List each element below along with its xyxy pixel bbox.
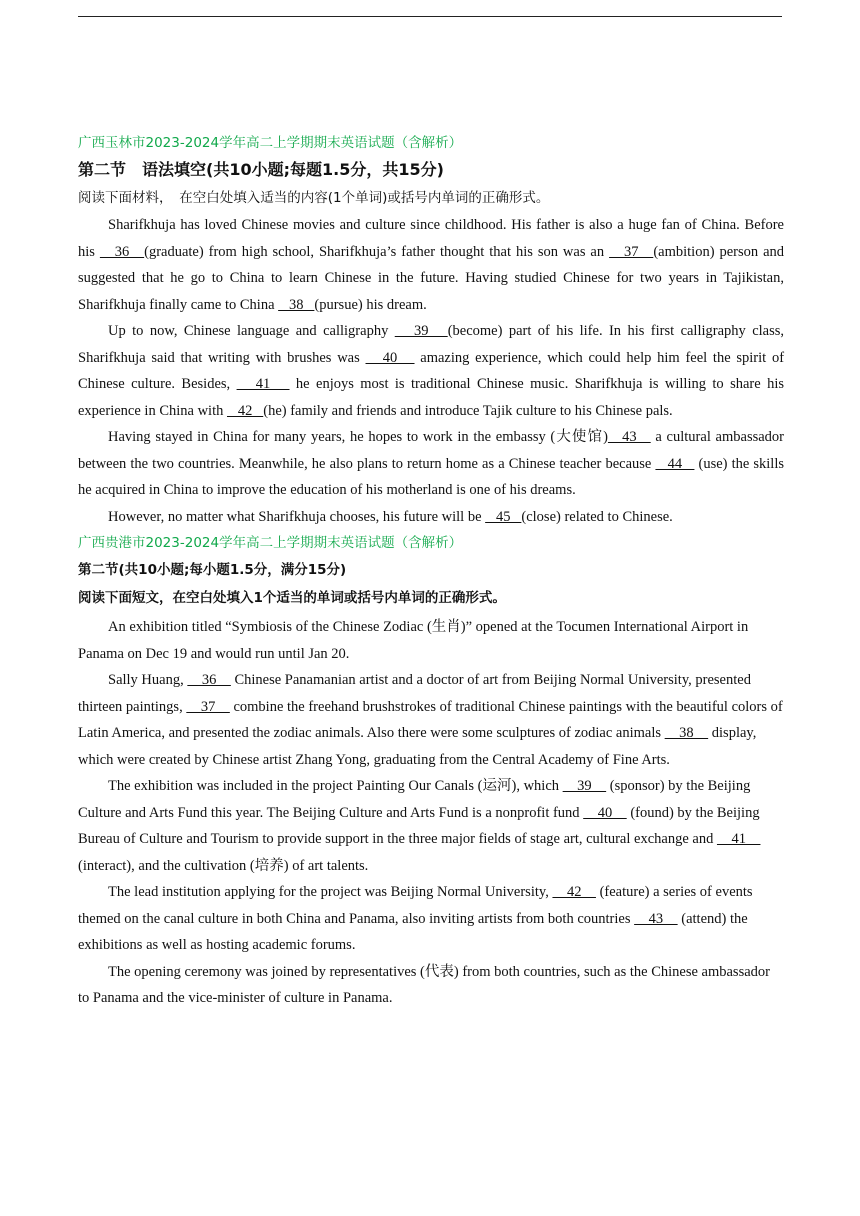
blank-39[interactable]: 39 [562,778,607,794]
paragraph: An exhibition titled “Symbiosis of the Chinese Zodiac (生肖)” opened at the Tocumen International Airport in Panama on Dec 19 and would run until Jan 20. [78,619,749,662]
header-rule [78,16,782,17]
paragraph: The opening ceremony was joined by representatives (代表) from both countries, such as the Chinese ambassador to Panama and the vice-minister of culture in Panama. [78,963,770,1006]
paragraph: The lead institution applying for the project was Beijing Normal University, 42 (feature) a series of events themed on the canal culture in both China and Panama, also inviting artists from both countries 43 (attend) the exhibitions as well as hosting academic forums. [78,884,753,953]
blank-36[interactable]: 36 [187,672,231,688]
blank-37[interactable]: 37 [186,698,230,715]
blank-38[interactable]: 38 [664,725,709,741]
blank-41[interactable]: 41 [716,831,761,847]
paragraph: Sharifkhuja has loved Chinese movies and culture since childhood. His father is also a huge fan of China. Before his 36 (graduate) from high school, Sharifkhuja’s father thought that his son was an 37 (ambition) person and suggested that he go to China to learn Chinese in the future. Having studied Chinese for two years in Tajikistan, Sharifkhuja finally came to China 38 (pursue) his dream. [78,217,785,313]
paragraph: Sally Huang, 36 Chinese Panamanian artist and a doctor of art from Beijing Normal University, presented thirteen paintings, 37 combine the freehand brushstrokes of traditional Chinese paintings with the beautiful colors of Latin America, and presented the zodiac animals. Also there were some sculptures of zodiac animals 38 display, which were created by Chinese artist Zhang Yong, graduating from the Central Academy of Fine Arts. [78,672,783,768]
section-heading: 第二节(共10小题;每小题1.5分，满分15分) [78,562,347,578]
paragraph: The exhibition was included in the project Painting Our Canals (运河), which 39 (sponsor) by the Beijing Culture and Arts Fund this year. The Beijing Culture and Arts Fund is a nonprofit fund 40 (found) by the Beijing Bureau of Culture and Tourism to provide support in the three major fields of stage art, cultural exchange and 41 (interact), and the cultivation (培养) of art talents. [78,778,761,874]
blank-40[interactable]: 40 [583,804,627,821]
blank-44[interactable]: 44 [655,455,695,472]
blank-38[interactable]: 38 [278,296,315,313]
section-heading: 第二节 语法填空(共10小题;每题1.5分，共15分) [78,160,444,179]
source-title-yulin: 广西玉林市2023-2024学年高二上学期期末英语试题（含解析） [78,135,463,151]
blank-42[interactable]: 42 [552,884,596,900]
blank-37[interactable]: 37 [609,243,654,260]
paragraph: Having stayed in China for many years, he hopes to work in the embassy (大使馆) 43 a cultural ambassador between the two countries. Meanwhile, he also plans to return home as a Chinese teacher because 44 (use) the skills he acquired in China to improve the education of his motherland is one of his dreams. [78,429,785,498]
instruction: 阅读下面短文，在空白处填入1个适当的单词或括号内单词的正确形式。 [78,590,506,606]
instruction: 阅读下面材料， 在空白处填入适当的内容(1个单词)或括号内单词的正确形式。 [78,190,550,206]
blank-41[interactable]: 41 [236,376,290,392]
source-title-guigang: 广西贵港市2023-2024学年高二上学期期末英语试题（含解析） [78,535,463,551]
paragraph: Up to now, Chinese language and calligraphy 39 (become) part of his life. In his first calligraphy class, Sharifkhuja said that writing with brushes was 40 amazing experience, which could help him feel the spirit of Chinese culture. Besides, 41 he enjoys most is traditional Chinese music. Sharifkhuja is willing to share his experience in China with 42 (he) family and friends and introduce Tajik culture to his Chinese pals. [78,323,785,419]
blank-43[interactable]: 43 [607,429,651,445]
blank-42[interactable]: 42 [226,402,264,419]
document-body [78,130,784,1012]
blank-45[interactable]: 45 [485,508,522,525]
blank-40[interactable]: 40 [365,349,415,366]
paragraph: However, no matter what Sharifkhuja chooses, his future will be 45 (close) related to Chinese. [108,508,673,525]
blank-36[interactable]: 36 [99,243,145,260]
blank-39[interactable]: 39 [394,323,448,339]
blank-43[interactable]: 43 [634,910,678,927]
